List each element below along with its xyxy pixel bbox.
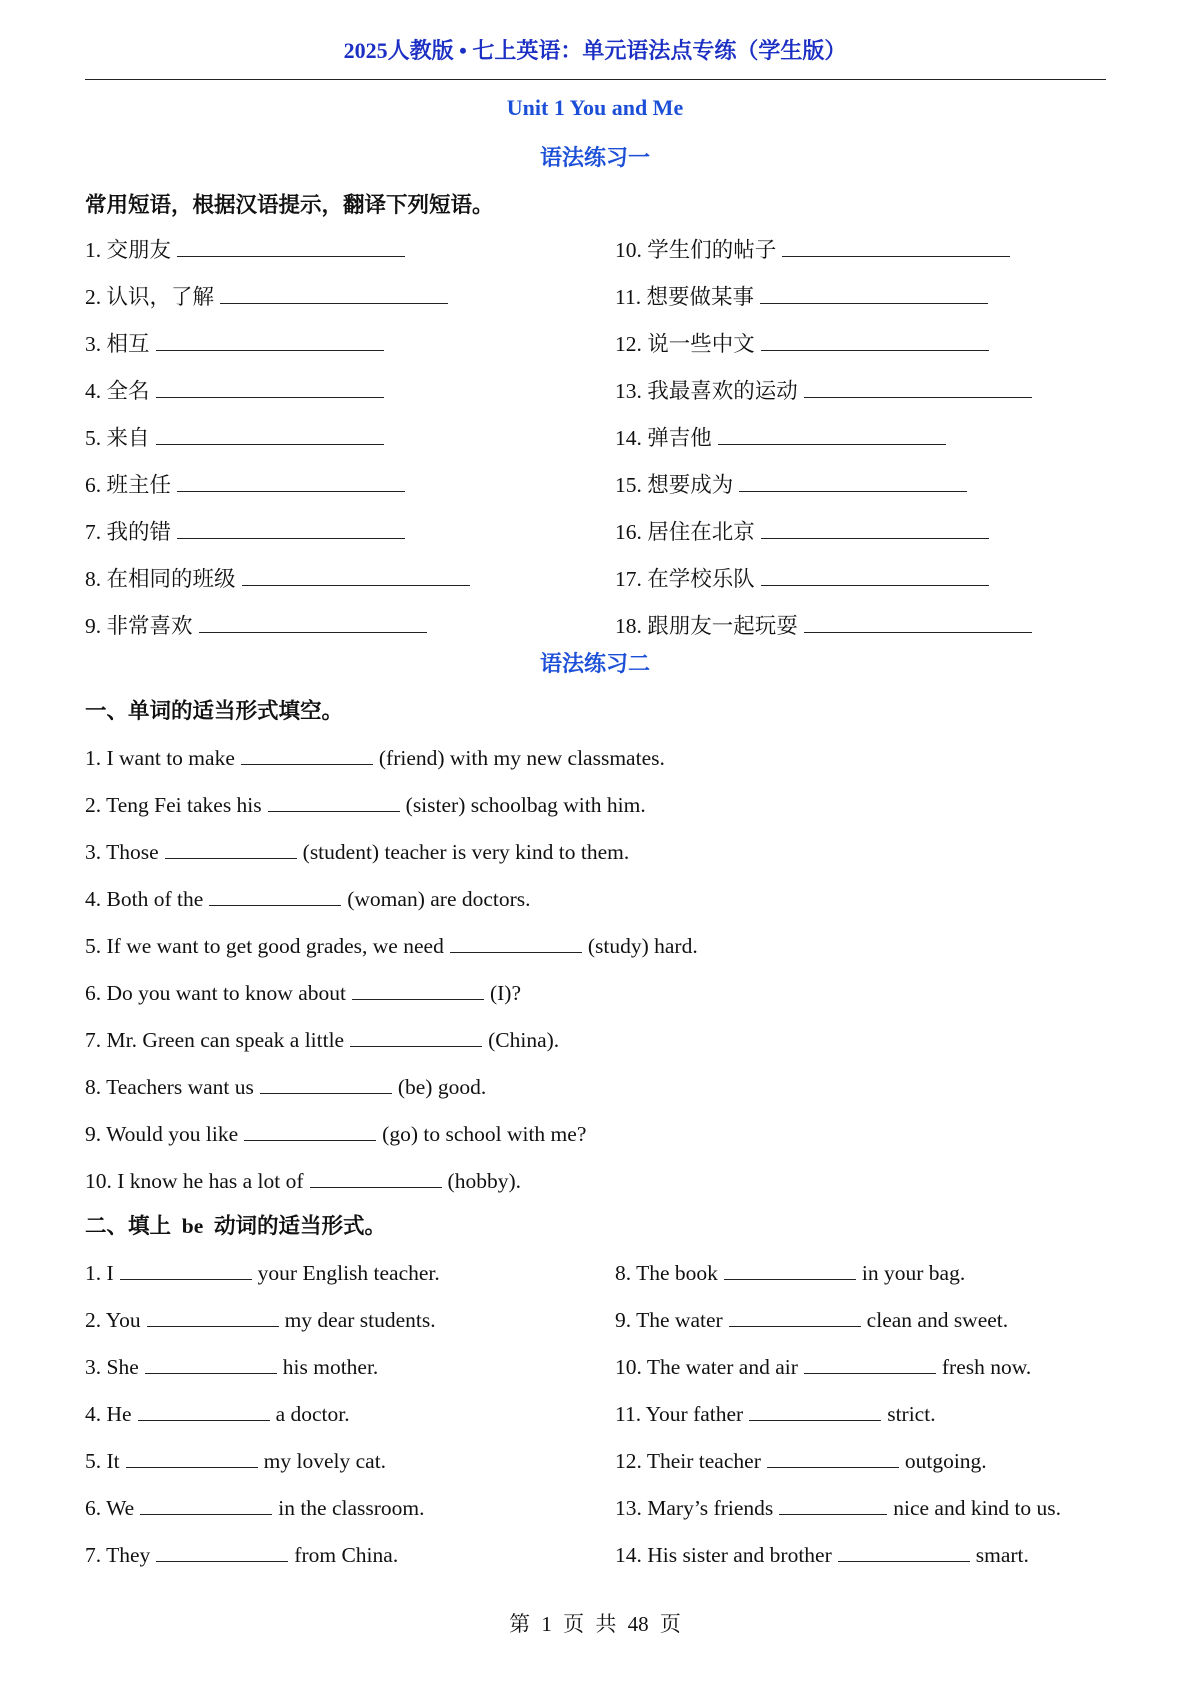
item-suffix: nice and kind to us. [893,1496,1062,1520]
item-prompt: 9. Would you like [85,1122,239,1146]
item-prompt: 1. 交朋友 [85,238,172,262]
item-prompt: 5. If we want to get good grades, we need [85,934,444,958]
answer-blank[interactable] [156,420,384,445]
answer-blank[interactable] [761,514,989,539]
item-suffix: (student) teacher is very kind to them. [302,840,630,864]
item-prompt: 5. It [85,1449,120,1473]
item-prompt: 9. The water [615,1308,723,1332]
answer-blank[interactable] [242,561,470,586]
item-suffix: (woman) are doctors. [347,887,531,911]
list-item [615,561,995,593]
answer-blank[interactable] [145,1349,277,1374]
list-item [615,279,994,311]
item-prompt: 6. 班主任 [85,473,172,497]
answer-blank[interactable] [779,1490,887,1515]
list-item [615,326,995,358]
list-item [85,740,665,772]
document-title: 2025人教版 • 七上英语：单元语法点专练（学生版） [343,38,847,63]
list-item [85,373,390,405]
item-prompt: 6. We [85,1496,135,1520]
answer-blank[interactable] [177,467,405,492]
answer-blank[interactable] [209,881,341,906]
item-prompt: 7. Mr. Green can speak a little [85,1028,345,1052]
item-prompt: 2. You [85,1308,141,1332]
list-item [615,1255,965,1287]
item-prompt: 6. Do you want to know about [85,981,346,1005]
item-prompt: 2. Teng Fei takes his [85,793,262,817]
list-item [85,1443,386,1475]
answer-blank[interactable] [138,1396,270,1421]
list-item [85,1255,440,1287]
list-item [615,1302,1008,1334]
item-prompt: 14. 弹吉他 [615,426,712,450]
item-suffix: (be) good. [397,1075,487,1099]
item-prompt: 13. 我最喜欢的运动 [615,379,798,403]
item-suffix: clean and sweet. [866,1308,1009,1332]
answer-blank[interactable] [729,1302,861,1327]
answer-blank[interactable] [804,1349,936,1374]
item-prompt: 16. 居住在北京 [615,520,755,544]
list-item [85,608,433,640]
item-prompt: 3. 相互 [85,332,150,356]
item-suffix: fresh now. [941,1355,1032,1379]
item-suffix: (study) hard. [587,934,698,958]
answer-blank[interactable] [739,467,967,492]
item-suffix: a doctor. [275,1402,350,1426]
page-number: 第 1 页 共 48 页 [509,1612,681,1636]
item-suffix: outgoing. [904,1449,987,1473]
list-item [615,232,1016,264]
item-suffix: in the classroom. [278,1496,425,1520]
answer-blank[interactable] [767,1443,899,1468]
answer-blank[interactable] [241,740,373,765]
list-item [615,1537,1029,1569]
practice2-title: 语法练习二 [539,651,650,676]
item-prompt: 4. 全名 [85,379,150,403]
item-prompt: 15. 想要成为 [615,473,734,497]
list-item [85,561,476,593]
list-item [615,420,952,452]
item-suffix: your English teacher. [257,1261,440,1285]
item-prompt: 4. Both of the [85,887,204,911]
list-item [85,1349,378,1381]
answer-blank[interactable] [120,1255,252,1280]
answer-blank[interactable] [804,373,1032,398]
item-prompt: 12. 说一些中文 [615,332,755,356]
practice1-title: 语法练习一 [539,145,650,170]
section1-heading: 一、单词的适当形式填空。 [85,699,344,723]
answer-blank[interactable] [156,326,384,351]
item-suffix: my lovely cat. [263,1449,387,1473]
list-item [615,1490,1061,1522]
answer-blank[interactable] [140,1490,272,1515]
item-prompt: 5. 来自 [85,426,150,450]
list-item [85,514,411,546]
item-suffix: his mother. [282,1355,379,1379]
list-item [85,1537,398,1569]
item-prompt: 13. Mary’s friends [615,1496,774,1520]
item-prompt: 10. 学生们的帖子 [615,238,777,262]
header-divider [85,79,1106,80]
answer-blank[interactable] [761,561,989,586]
answer-blank[interactable] [749,1396,881,1421]
answer-blank[interactable] [760,279,988,304]
list-item [615,1396,936,1428]
answer-blank[interactable] [761,326,989,351]
item-prompt: 8. The book [615,1261,718,1285]
answer-blank[interactable] [165,834,297,859]
item-prompt: 11. 想要做某事 [615,285,754,309]
item-prompt: 7. They [85,1543,151,1567]
list-item [85,881,531,913]
list-item [85,1302,436,1334]
answer-blank[interactable] [156,1537,288,1562]
item-prompt: 18. 跟朋友一起玩耍 [615,614,798,638]
list-item [615,608,1038,640]
item-prompt: 10. The water and air [615,1355,798,1379]
answer-blank[interactable] [724,1255,856,1280]
answer-blank[interactable] [220,279,448,304]
list-item [85,467,411,499]
item-prompt: 4. He [85,1402,132,1426]
item-suffix: from China. [294,1543,399,1567]
item-suffix: (friend) with my new classmates. [378,746,665,770]
answer-blank[interactable] [199,608,427,633]
item-prompt: 1. I want to make [85,746,235,770]
item-suffix: (go) to school with me? [382,1122,587,1146]
item-prompt: 10. I know he has a lot of [85,1169,304,1193]
list-item [85,1116,586,1148]
answer-blank[interactable] [450,928,582,953]
unit-title: Unit 1 You and Me [506,95,684,120]
item-suffix: (hobby). [447,1169,521,1193]
list-item [85,1163,521,1195]
item-suffix: smart. [975,1543,1029,1567]
list-item [85,975,521,1007]
answer-blank[interactable] [804,608,1032,633]
answer-blank[interactable] [718,420,946,445]
list-item [615,467,973,499]
item-prompt: 2. 认识，了解 [85,285,215,309]
answer-blank[interactable] [156,373,384,398]
item-prompt: 8. Teachers want us [85,1075,254,1099]
answer-blank[interactable] [268,787,400,812]
item-suffix: (sister) schoolbag with him. [405,793,646,817]
answer-blank[interactable] [352,975,484,1000]
item-prompt: 9. 非常喜欢 [85,614,193,638]
list-item [85,326,390,358]
answer-blank[interactable] [782,232,1010,257]
item-prompt: 3. Those [85,840,159,864]
item-prompt: 1. I [85,1261,114,1285]
list-item [85,1396,350,1428]
item-suffix: (China). [488,1028,560,1052]
list-item [615,373,1038,405]
list-item [615,1349,1031,1381]
answer-blank[interactable] [310,1163,442,1188]
item-prompt: 7. 我的错 [85,520,172,544]
list-item [85,232,411,264]
answer-blank[interactable] [126,1443,258,1468]
item-prompt: 17. 在学校乐队 [615,567,755,591]
item-prompt: 8. 在相同的班级 [85,567,236,591]
list-item [85,279,454,311]
answer-blank[interactable] [350,1022,482,1047]
answer-blank[interactable] [244,1116,376,1141]
answer-blank[interactable] [177,232,405,257]
list-item [85,1490,425,1522]
section2-heading: 二、填上 be 动词的适当形式。 [85,1214,387,1238]
item-prompt: 14. His sister and brother [615,1543,832,1567]
item-suffix: my dear students. [284,1308,436,1332]
answer-blank[interactable] [147,1302,279,1327]
item-prompt: 11. Your father [615,1402,744,1426]
item-prompt: 3. She [85,1355,139,1379]
item-suffix: (I)? [489,981,521,1005]
practice1-instruction: 常用短语，根据汉语提示，翻译下列短语。 [85,193,494,217]
item-suffix: strict. [887,1402,936,1426]
list-item [85,1069,486,1101]
item-prompt: 12. Their teacher [615,1449,761,1473]
list-item [85,928,698,960]
list-item [615,514,995,546]
list-item [85,420,390,452]
answer-blank[interactable] [260,1069,392,1094]
list-item [615,1443,987,1475]
list-item [85,1022,559,1054]
item-suffix: in your bag. [861,1261,966,1285]
list-item [85,834,629,866]
answer-blank[interactable] [177,514,405,539]
answer-blank[interactable] [838,1537,970,1562]
list-item [85,787,646,819]
